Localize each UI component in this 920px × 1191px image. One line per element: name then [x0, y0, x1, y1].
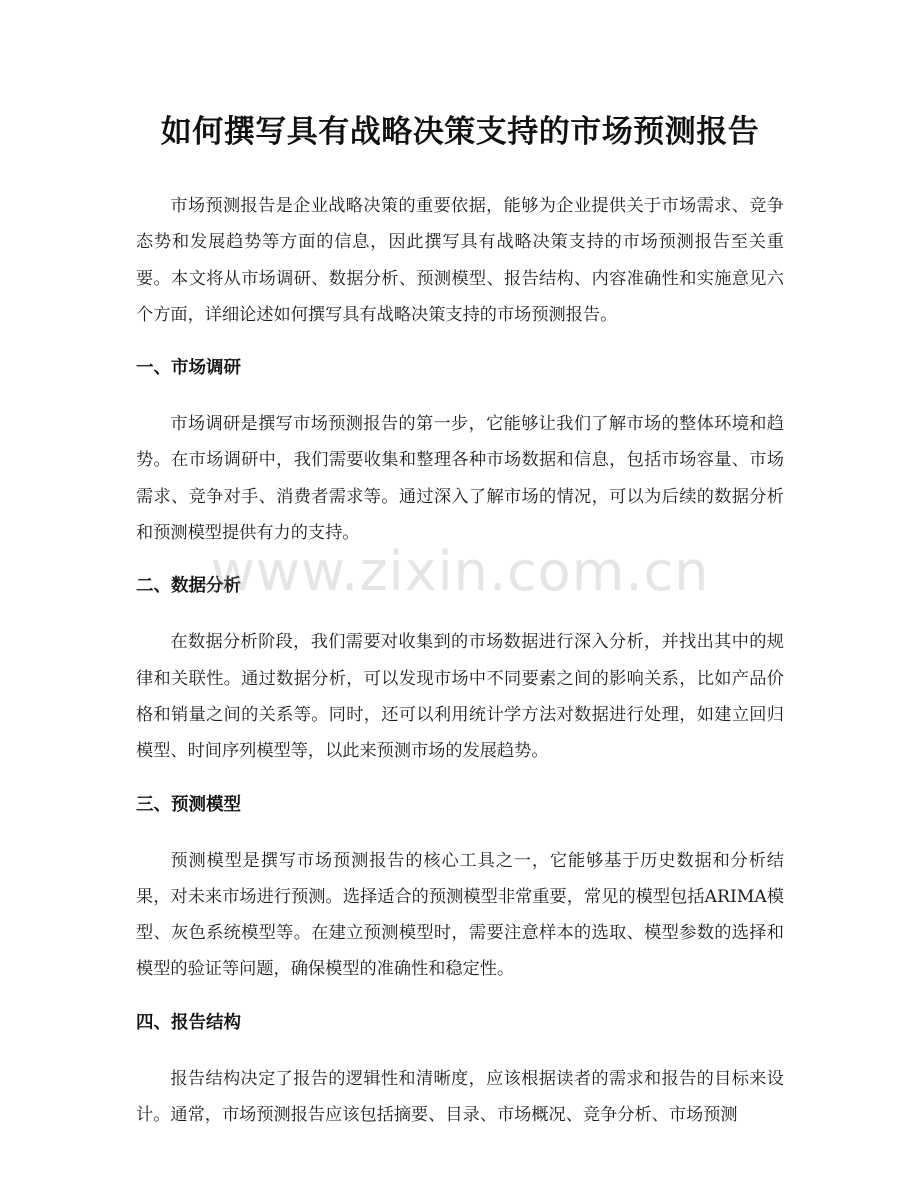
intro-paragraph: 市场预测报告是企业战略决策的重要依据，能够为企业提供关于市场需求、竞争态势和发展趋势等方面的信息，因此撰写具有战略决策支持的市场预测报告至关重要。本文将从市场调研、数据分析、预测模型、报告结构、内容准确性和实施意见六个方面，详细论述如何撰写具有战略决策支持的市场预测报告。 — [136, 196, 784, 325]
section-heading-data-analysis: 二、数据分析 — [136, 576, 241, 597]
section-body-forecast-model: 预测模型是撰写市场预测报告的核心工具之一，它能够基于历史数据和分析结果，对未来市场进行预测。选择适合的预测模型非常重要，常见的模型包括ARIMA模型、灰色系统模型等。在建立预测模型时，需要注意样本的选取、模型参数的选择和模型的验证等问题，确保模型的准确性和稳定性。 — [136, 850, 784, 980]
section-body-data-analysis: 在数据分析阶段，我们需要对收集到的市场数据进行深入分析，并找出其中的规律和关联性。通过数据分析，可以发现市场中不同要素之间的影响关系，比如产品价格和销量之间的关系等。同时，还可以利用统计学方法对数据进行处理，如建立回归模型、时间序列模型等，以此来预测市场的发展趋势。 — [136, 632, 784, 762]
document-title: 如何撰写具有战略决策支持的市场预测报告 — [160, 114, 760, 150]
section-heading-report-structure: 四、报告结构 — [136, 1012, 241, 1033]
section-body-market-research: 市场调研是撰写市场预测报告的第一步，它能够让我们了解市场的整体环境和趋势。在市场调研中，我们需要收集和整理各种市场数据和信息，包括市场容量、市场需求、竞争对手、消费者需求等。通过深入了解市场的情况，可以为后续的数据分析和预测模型提供有力的支持。 — [136, 414, 784, 544]
section-heading-market-research: 一、市场调研 — [136, 358, 241, 379]
watermark: www.zixin.com.cn — [210, 540, 710, 603]
section-heading-forecast-model: 三、预测模型 — [136, 794, 241, 815]
section-body-report-structure: 报告结构决定了报告的逻辑性和清晰度，应该根据读者的需求和报告的目标来设计。通常，市场预测报告应该包括摘要、目录、市场概况、竞争分析、市场预测 — [136, 1068, 784, 1126]
